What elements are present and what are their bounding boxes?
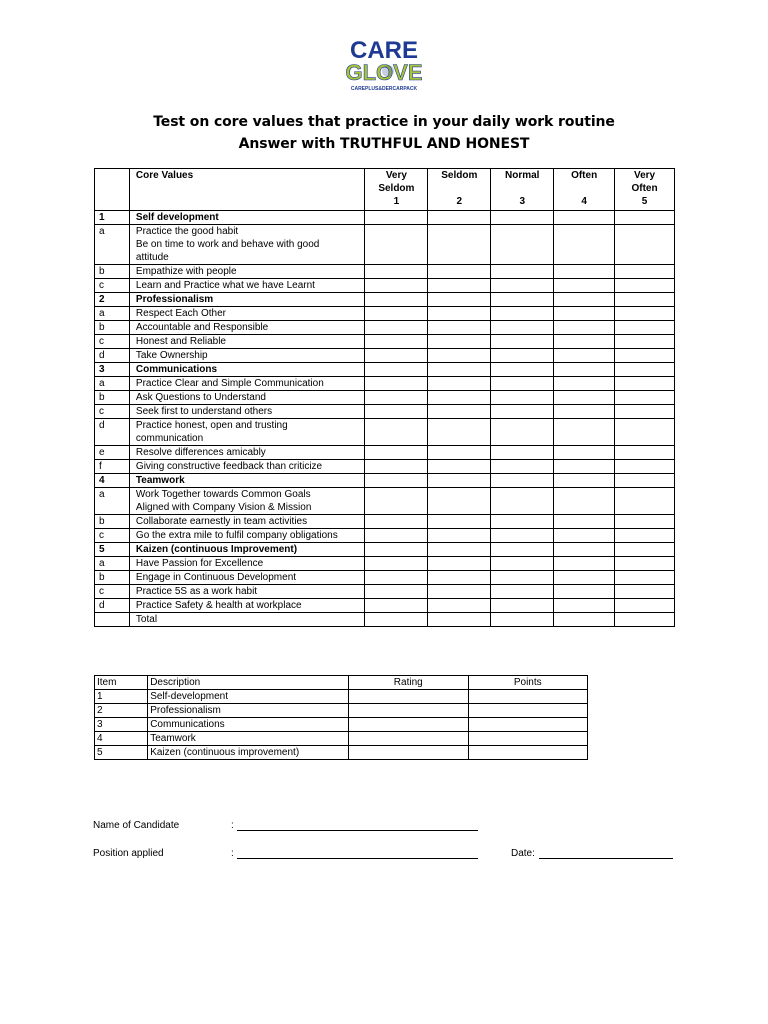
summary-header-points: Points <box>468 676 588 690</box>
rating-cell[interactable] <box>491 321 554 335</box>
row-description: Collaborate earnestly in team activities <box>129 515 365 529</box>
row-description: Total <box>129 613 365 627</box>
rating-cell[interactable] <box>428 293 491 307</box>
rating-cell[interactable] <box>615 211 675 225</box>
rating-cell[interactable] <box>554 293 615 307</box>
table-row <box>95 307 675 321</box>
row-label: b <box>95 265 130 279</box>
rating-cell[interactable] <box>428 543 491 557</box>
row-description: Practice Safety & health at workplace <box>129 599 365 613</box>
row-label: c <box>95 279 130 293</box>
header-seldom: Seldom 2 <box>428 169 491 211</box>
row-description: Teamwork <box>129 474 365 488</box>
rating-cell[interactable] <box>428 585 491 599</box>
table-row <box>95 349 675 363</box>
position-input-line[interactable] <box>237 858 478 859</box>
row-label: c <box>95 585 130 599</box>
row-description: Resolve differences amicably <box>129 446 365 460</box>
rating-cell[interactable] <box>615 460 675 474</box>
rating-cell[interactable] <box>554 446 615 460</box>
table-row <box>95 599 675 613</box>
table-row <box>95 405 675 419</box>
rating-cell[interactable] <box>615 529 675 543</box>
rating-cell[interactable] <box>615 419 675 446</box>
rating-cell[interactable] <box>554 391 615 405</box>
summary-points-cell[interactable] <box>468 704 588 718</box>
row-label <box>95 613 130 627</box>
rating-cell[interactable] <box>428 349 491 363</box>
rating-cell[interactable] <box>554 529 615 543</box>
name-colon: : <box>231 820 234 831</box>
header-very-often: Very Often 5 <box>615 169 675 211</box>
row-label: a <box>95 225 130 265</box>
table-row <box>95 571 675 585</box>
rating-cell[interactable] <box>428 515 491 529</box>
header-normal: Normal 3 <box>491 169 554 211</box>
summary-table <box>94 675 588 760</box>
row-description: Kaizen (continuous Improvement) <box>129 543 365 557</box>
table-row <box>95 460 675 474</box>
rating-cell[interactable] <box>365 543 428 557</box>
rating-cell[interactable] <box>428 211 491 225</box>
row-description: Practice 5S as a work habit <box>129 585 365 599</box>
rating-cell[interactable] <box>615 335 675 349</box>
rating-cell[interactable] <box>428 377 491 391</box>
rating-cell[interactable] <box>554 515 615 529</box>
row-label: b <box>95 515 130 529</box>
rating-cell[interactable] <box>615 265 675 279</box>
header-core-values: Core Values <box>129 169 365 211</box>
summary-rating-cell[interactable] <box>349 746 468 760</box>
summary-rating-cell[interactable] <box>349 690 468 704</box>
rating-cell[interactable] <box>554 405 615 419</box>
rating-cell[interactable] <box>554 488 615 515</box>
rating-cell[interactable] <box>491 307 554 321</box>
summary-item: 3 <box>95 718 148 732</box>
section-row <box>95 543 675 557</box>
rating-cell[interactable] <box>554 571 615 585</box>
rating-cell[interactable] <box>491 391 554 405</box>
rating-cell[interactable] <box>428 571 491 585</box>
table-row <box>95 529 675 543</box>
summary-row <box>95 732 588 746</box>
rating-cell[interactable] <box>554 419 615 446</box>
rating-cell[interactable] <box>365 460 428 474</box>
rating-cell[interactable] <box>615 391 675 405</box>
rating-cell[interactable] <box>428 279 491 293</box>
rating-cell[interactable] <box>615 405 675 419</box>
summary-points-cell[interactable] <box>468 690 588 704</box>
rating-cell[interactable] <box>365 488 428 515</box>
summary-item: 1 <box>95 690 148 704</box>
rating-cell[interactable] <box>365 279 428 293</box>
summary-item: 5 <box>95 746 148 760</box>
rating-cell[interactable] <box>428 225 491 265</box>
rating-cell[interactable] <box>428 405 491 419</box>
table-row <box>95 279 675 293</box>
rating-cell[interactable] <box>491 419 554 446</box>
summary-item: 2 <box>95 704 148 718</box>
row-label: a <box>95 488 130 515</box>
summary-rating-cell[interactable] <box>349 704 468 718</box>
rating-cell[interactable] <box>365 585 428 599</box>
row-label: 1 <box>95 211 130 225</box>
row-label: 4 <box>95 474 130 488</box>
row-label: d <box>95 599 130 613</box>
rating-cell[interactable] <box>491 405 554 419</box>
row-label: f <box>95 460 130 474</box>
row-description: Practice Clear and Simple Communication <box>129 377 365 391</box>
section-row <box>95 363 675 377</box>
row-description: Seek first to understand others <box>129 405 365 419</box>
rating-cell[interactable] <box>365 321 428 335</box>
summary-row <box>95 690 588 704</box>
rating-cell[interactable] <box>615 488 675 515</box>
row-label: a <box>95 377 130 391</box>
row-description: Practice honest, open and trusting communication <box>129 419 365 446</box>
row-description: Take Ownership <box>129 349 365 363</box>
summary-header-item: Item <box>95 676 148 690</box>
header-very-seldom: Very Seldom 1 <box>365 169 428 211</box>
summary-rating-cell[interactable] <box>349 732 468 746</box>
row-label: b <box>95 571 130 585</box>
row-description: Practice the good habit Be on time to work and behave with good attitude <box>129 225 365 265</box>
rating-cell[interactable] <box>428 321 491 335</box>
rating-cell[interactable] <box>365 265 428 279</box>
summary-description: Kaizen (continuous improvement) <box>148 746 349 760</box>
summary-rating-cell[interactable] <box>349 718 468 732</box>
summary-header-row <box>95 676 588 690</box>
summary-item: 4 <box>95 732 148 746</box>
row-description: Accountable and Responsible <box>129 321 365 335</box>
summary-points-cell[interactable] <box>468 732 588 746</box>
rating-cell[interactable] <box>554 599 615 613</box>
summary-description: Self-development <box>148 690 349 704</box>
row-description: Go the extra mile to fulfil company obligations <box>129 529 365 543</box>
row-label: 5 <box>95 543 130 557</box>
rating-cell[interactable] <box>365 419 428 446</box>
rating-cell[interactable] <box>491 543 554 557</box>
rating-cell[interactable] <box>615 613 675 627</box>
row-description: Empathize with people <box>129 265 365 279</box>
position-colon: : <box>231 848 234 859</box>
rating-cell[interactable] <box>428 446 491 460</box>
rating-cell[interactable] <box>491 335 554 349</box>
rating-cell[interactable] <box>365 335 428 349</box>
table-row <box>95 321 675 335</box>
rating-cell[interactable] <box>428 557 491 571</box>
rating-cell[interactable] <box>615 293 675 307</box>
summary-header-description: Description <box>148 676 349 690</box>
page-title: Test on core values that practice in your daily work routine <box>153 114 615 130</box>
rating-cell[interactable] <box>491 293 554 307</box>
hand-icon <box>382 65 394 77</box>
rating-cell[interactable] <box>365 363 428 377</box>
core-values-table <box>94 168 675 627</box>
section-row <box>95 474 675 488</box>
rating-cell[interactable] <box>491 460 554 474</box>
rating-cell[interactable] <box>491 613 554 627</box>
summary-description: Communications <box>148 718 349 732</box>
rating-cell[interactable] <box>365 225 428 265</box>
rating-cell[interactable] <box>491 474 554 488</box>
row-description: Engage in Continuous Development <box>129 571 365 585</box>
logo-care-text: CARE <box>349 37 419 64</box>
rating-cell[interactable] <box>365 391 428 405</box>
row-description: Honest and Reliable <box>129 335 365 349</box>
row-description: Have Passion for Excellence <box>129 557 365 571</box>
row-description: Ask Questions to Understand <box>129 391 365 405</box>
row-label: d <box>95 349 130 363</box>
rating-cell[interactable] <box>365 474 428 488</box>
rating-cell[interactable] <box>615 599 675 613</box>
rating-cell[interactable] <box>365 405 428 419</box>
rating-cell[interactable] <box>365 571 428 585</box>
rating-cell[interactable] <box>554 211 615 225</box>
page-subtitle: Answer with TRUTHFUL AND HONEST <box>238 136 530 152</box>
rating-cell[interactable] <box>554 225 615 265</box>
rating-cell[interactable] <box>491 488 554 515</box>
rating-cell[interactable] <box>554 543 615 557</box>
rating-cell[interactable] <box>615 446 675 460</box>
rating-cell[interactable] <box>428 391 491 405</box>
row-label: 3 <box>95 363 130 377</box>
table-row <box>95 377 675 391</box>
rating-cell[interactable] <box>491 363 554 377</box>
rating-cell[interactable] <box>428 529 491 543</box>
table-row <box>95 419 675 446</box>
rating-cell[interactable] <box>615 543 675 557</box>
row-description: Giving constructive feedback than criticize <box>129 460 365 474</box>
rating-cell[interactable] <box>365 529 428 543</box>
rating-cell[interactable] <box>365 613 428 627</box>
rating-cell[interactable] <box>365 211 428 225</box>
rating-cell[interactable] <box>428 419 491 446</box>
rating-cell[interactable] <box>365 446 428 460</box>
rating-cell[interactable] <box>365 515 428 529</box>
rating-cell[interactable] <box>428 613 491 627</box>
row-description: Respect Each Other <box>129 307 365 321</box>
row-label: c <box>95 335 130 349</box>
table-header-row <box>95 169 675 211</box>
summary-description: Professionalism <box>148 704 349 718</box>
rating-cell[interactable] <box>554 377 615 391</box>
rating-cell[interactable] <box>615 377 675 391</box>
rating-cell[interactable] <box>615 474 675 488</box>
rating-cell[interactable] <box>491 349 554 363</box>
logo-glove-text: GLOVE <box>345 60 423 85</box>
row-label: b <box>95 391 130 405</box>
summary-description: Teamwork <box>148 732 349 746</box>
rating-cell[interactable] <box>365 307 428 321</box>
table-row <box>95 225 675 265</box>
summary-row <box>95 718 588 732</box>
row-label: b <box>95 321 130 335</box>
table-row <box>95 265 675 279</box>
rating-cell[interactable] <box>615 349 675 363</box>
date-input-line[interactable] <box>539 858 673 859</box>
name-label: Name of Candidate <box>93 820 180 831</box>
rating-cell[interactable] <box>554 474 615 488</box>
summary-row <box>95 746 588 760</box>
rating-cell[interactable] <box>491 515 554 529</box>
rating-cell[interactable] <box>554 557 615 571</box>
summary-row <box>95 704 588 718</box>
table-row <box>95 557 675 571</box>
logo-tagline: CAREPLUS&DERCARPACK <box>350 86 418 92</box>
rating-cell[interactable] <box>615 585 675 599</box>
rating-cell[interactable] <box>365 293 428 307</box>
rating-cell[interactable] <box>491 279 554 293</box>
rating-cell[interactable] <box>554 307 615 321</box>
header-blank <box>95 169 130 211</box>
row-label: 2 <box>95 293 130 307</box>
rating-cell[interactable] <box>491 211 554 225</box>
table-row <box>95 613 675 627</box>
rating-cell[interactable] <box>491 599 554 613</box>
rating-cell[interactable] <box>554 265 615 279</box>
rating-cell[interactable] <box>491 265 554 279</box>
rating-cell[interactable] <box>615 321 675 335</box>
table-row <box>95 335 675 349</box>
rating-cell[interactable] <box>428 488 491 515</box>
rating-cell[interactable] <box>554 349 615 363</box>
rating-cell[interactable] <box>615 225 675 265</box>
rating-cell[interactable] <box>554 460 615 474</box>
name-input-line[interactable] <box>237 830 478 831</box>
row-description: Communications <box>129 363 365 377</box>
row-description: Learn and Practice what we have Learnt <box>129 279 365 293</box>
rating-cell[interactable] <box>491 585 554 599</box>
rating-cell[interactable] <box>428 335 491 349</box>
rating-cell[interactable] <box>428 363 491 377</box>
section-row <box>95 211 675 225</box>
rating-cell[interactable] <box>554 585 615 599</box>
rating-cell[interactable] <box>365 557 428 571</box>
section-row <box>95 293 675 307</box>
rating-cell[interactable] <box>491 377 554 391</box>
rating-cell[interactable] <box>365 377 428 391</box>
row-description: Self development <box>129 211 365 225</box>
rating-cell[interactable] <box>428 474 491 488</box>
rating-cell[interactable] <box>554 321 615 335</box>
table-row <box>95 446 675 460</box>
row-label: a <box>95 307 130 321</box>
table-row <box>95 585 675 599</box>
rating-cell[interactable] <box>554 613 615 627</box>
rating-cell[interactable] <box>554 363 615 377</box>
rating-cell[interactable] <box>491 529 554 543</box>
row-label: c <box>95 529 130 543</box>
row-description: Professionalism <box>129 293 365 307</box>
row-label: e <box>95 446 130 460</box>
summary-header-rating: Rating <box>349 676 468 690</box>
rating-cell[interactable] <box>554 335 615 349</box>
rating-cell[interactable] <box>491 557 554 571</box>
row-label: c <box>95 405 130 419</box>
summary-points-cell[interactable] <box>468 746 588 760</box>
row-label: a <box>95 557 130 571</box>
rating-cell[interactable] <box>554 279 615 293</box>
summary-points-cell[interactable] <box>468 718 588 732</box>
rating-cell[interactable] <box>428 460 491 474</box>
table-row <box>95 391 675 405</box>
rating-cell[interactable] <box>428 307 491 321</box>
rating-cell[interactable] <box>615 363 675 377</box>
rating-cell[interactable] <box>428 265 491 279</box>
row-description: Work Together towards Common Goals Aligned with Company Vision & Mission <box>129 488 365 515</box>
table-row <box>95 515 675 529</box>
header-often: Often 4 <box>554 169 615 211</box>
rating-cell[interactable] <box>615 571 675 585</box>
table-row <box>95 488 675 515</box>
rating-cell[interactable] <box>365 349 428 363</box>
rating-cell[interactable] <box>491 446 554 460</box>
careglove-logo <box>336 36 432 92</box>
rating-cell[interactable] <box>491 225 554 265</box>
position-label: Position applied <box>93 848 164 859</box>
rating-cell[interactable] <box>615 307 675 321</box>
date-label: Date: <box>511 848 535 859</box>
rating-cell[interactable] <box>615 515 675 529</box>
rating-cell[interactable] <box>491 571 554 585</box>
rating-cell[interactable] <box>428 599 491 613</box>
rating-cell[interactable] <box>365 599 428 613</box>
rating-cell[interactable] <box>615 557 675 571</box>
row-label: d <box>95 419 130 446</box>
rating-cell[interactable] <box>615 279 675 293</box>
